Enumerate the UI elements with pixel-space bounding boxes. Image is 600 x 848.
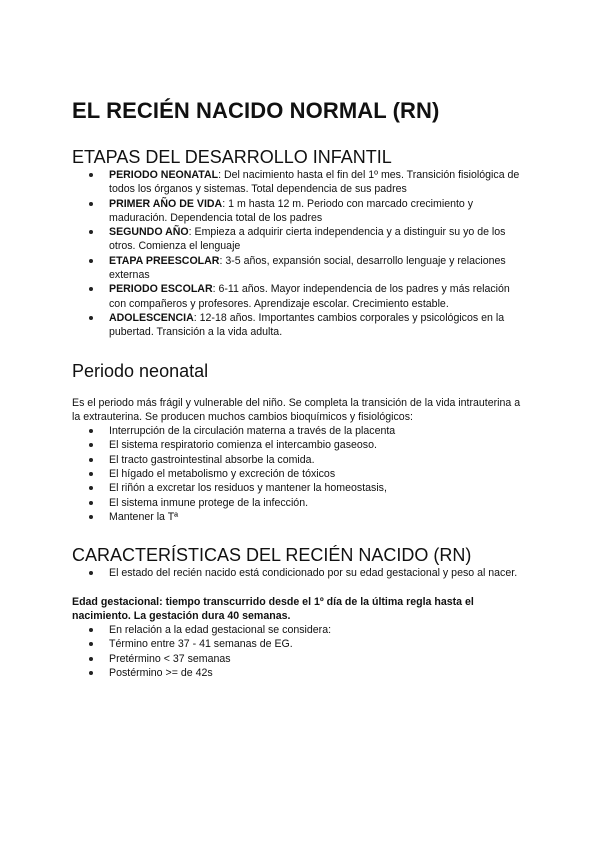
list-item xyxy=(72,225,528,254)
list-item-text: : Empieza a adquirir cierta independencia y a distinguir su yo de los otros. Comienza el lenguaje xyxy=(109,226,506,253)
edad-gestacional-list xyxy=(72,623,528,680)
list-item: El estado del recién nacido está condicionado por su edad gestacional y peso al nacer. xyxy=(72,566,528,580)
neonatal-intro-paragraph: Es el periodo más frágil y vulnerable del niño. Se completa la transición de la vida intrauterina a la extrauterina. Se producen muchos cambios bioquímicos y fisiológicos: xyxy=(72,396,521,423)
caracteristicas-list xyxy=(72,566,528,580)
list-item: El sistema inmune protege de la infección. xyxy=(72,496,528,510)
section-heading-etapas: ETAPAS DEL DESARROLLO INFANTIL xyxy=(72,147,392,167)
list-item: El sistema respiratorio comienza el intercambio gaseoso. xyxy=(72,438,528,452)
list-item xyxy=(72,168,528,197)
list-item xyxy=(72,282,528,311)
section-heading-periodo-neonatal: Periodo neonatal xyxy=(72,360,209,381)
list-item-term: ADOLESCENCIA xyxy=(109,311,194,324)
document-title: EL RECIÉN NACIDO NORMAL (RN) xyxy=(72,98,440,123)
list-item xyxy=(72,254,528,283)
list-item: El hígado el metabolismo y excreción de tóxicos xyxy=(72,467,528,481)
list-item xyxy=(72,197,528,226)
list-item-text: : 3-5 años, expansión social, desarrollo lenguaje y relaciones externas xyxy=(109,254,506,282)
section-heading-caracteristicas: CARACTERÍSTICAS DEL RECIÉN NACIDO (RN) xyxy=(72,545,472,566)
list-item: Mantener la Tª xyxy=(72,510,528,524)
list-item: El riñón a excretar los residuos y mantener la homeostasis, xyxy=(72,481,528,495)
list-item-term: PRIMER AÑO DE VIDA xyxy=(109,197,223,210)
list-item-term: SEGUNDO AÑO xyxy=(109,226,189,239)
list-item-term: ETAPA PREESCOLAR xyxy=(109,254,220,267)
neonatal-list xyxy=(72,424,528,524)
list-item-text: : 1 m hasta 12 m. Periodo con marcado crecimiento y maduración. Dependencia total de los padres xyxy=(109,197,474,224)
list-item-text: : 12-18 años. Importantes cambios corporales y psicológicos en la pubertad. Transición a la vida adulta. xyxy=(109,311,505,339)
list-item xyxy=(72,311,528,340)
edad-gestacional-paragraph: Edad gestacional: tiempo transcurrido desde el 1º día de la última regla hasta el nacimiento. La gestación dura 40 semanas. xyxy=(72,595,474,622)
list-item: Interrupción de la circulación materna a través de la placenta xyxy=(72,424,528,438)
list-item-text: : Del nacimiento hasta el fin del 1º mes. Transición fisiológica de todos los órganos y sistemas. Total dependencia de sus padres xyxy=(109,169,520,196)
list-item-term: PERIODO NEONATAL xyxy=(109,169,219,181)
list-item: El tracto gastrointestinal absorbe la comida. xyxy=(72,453,528,467)
list-item-text: : 6-11 años. Mayor independencia de los padres y más relación con compañeros y profesores. Aprendizaje escolar. Crecimiento estable. xyxy=(109,283,510,310)
etapas-list xyxy=(72,168,528,340)
list-item: Pretérmino < 37 semanas xyxy=(72,652,528,666)
list-item-term: PERIODO ESCOLAR xyxy=(109,283,213,296)
list-item: Término entre 37 - 41 semanas de EG. xyxy=(72,637,528,651)
list-item: En relación a la edad gestacional se considera: xyxy=(72,623,528,637)
list-item: Postérmino >= de 42s xyxy=(72,666,528,680)
